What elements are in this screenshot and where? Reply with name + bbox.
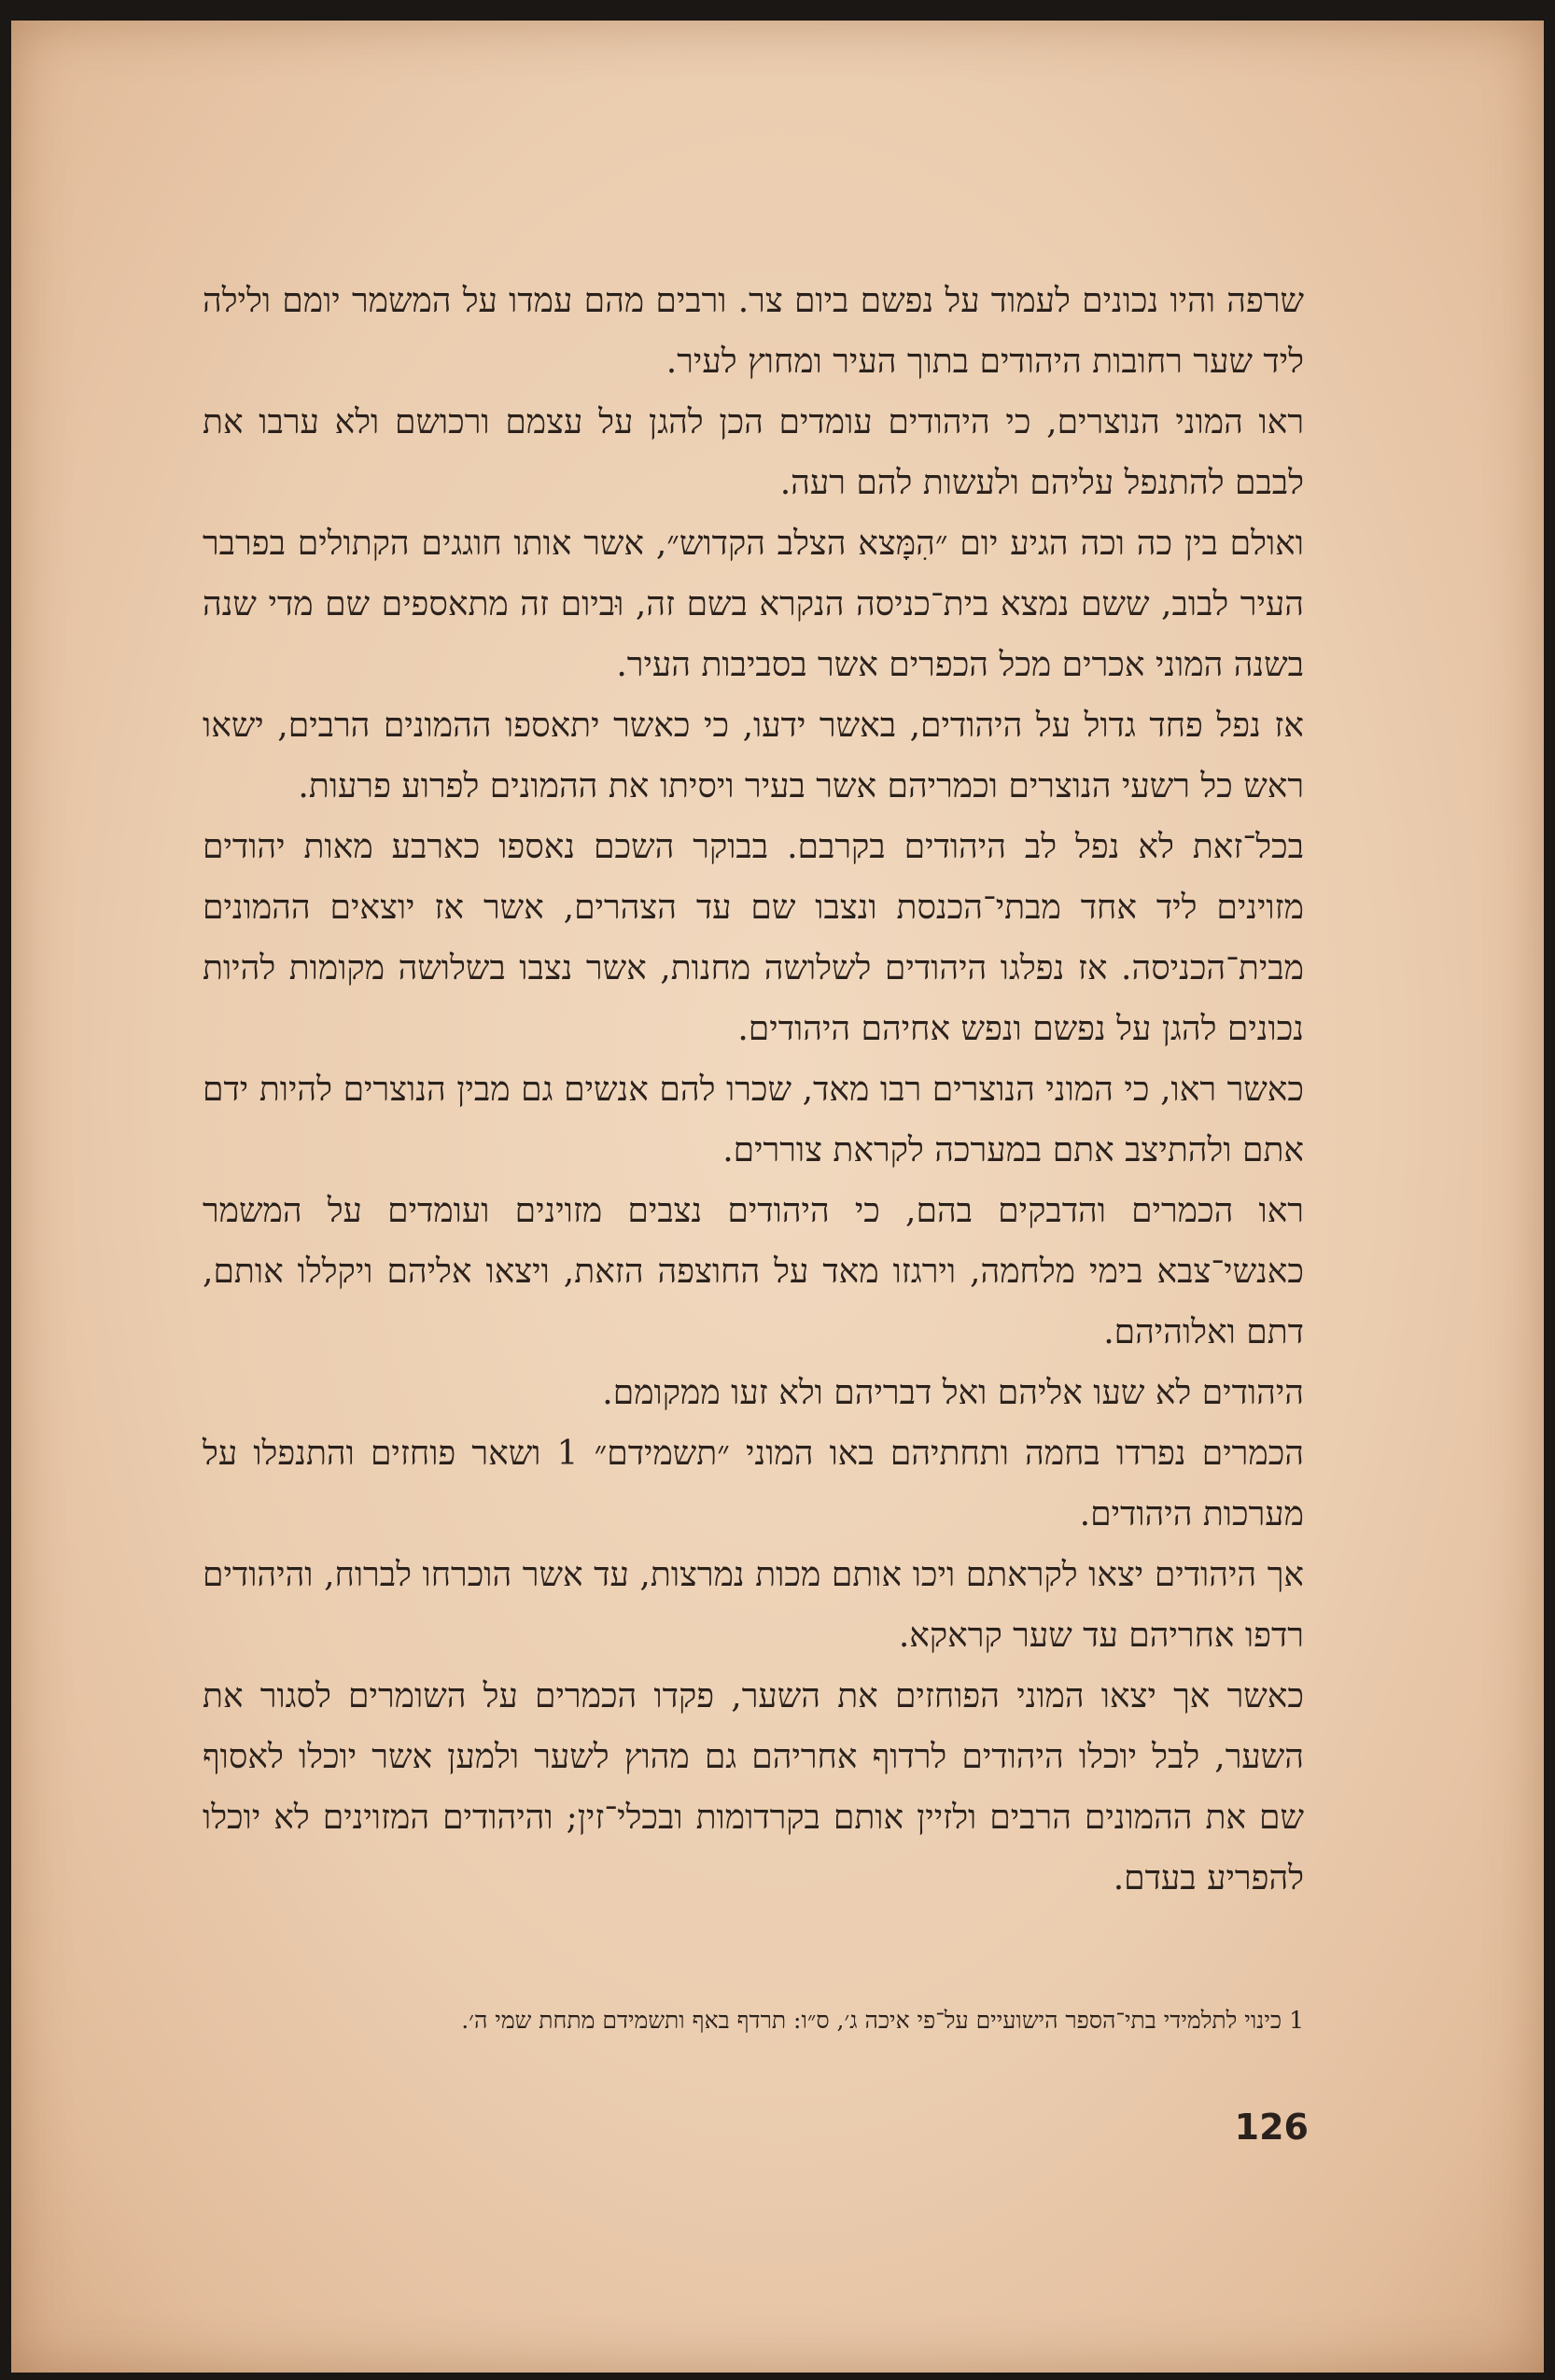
paragraph-9: הכמרים נפרדו בחמה ותחתיהם באו המוני ״תשמידם״ 1 ושאר פוחזים והתנפלו על מערכות היהודים. [203,1435,1304,1533]
book-page [11,21,1544,2373]
body-text [203,271,1304,1909]
paragraph-3: ואולם בין כה וכה הגיע יום ״הִמָּצא הצלב הקדוש״, אשר אותו חוגגים הקתולים בפרבר העיר לבוב, ששם נמצא בית־כניסה הנקרא בשם זה, וּביום זה מתאספים שם מדי שנה בשנה המוני אכרים מכל הכפרים אשר בסביבות העיר. [203,525,1304,684]
footnote: 1 כינוי לתלמידי בתי־הספר הישועיים על־פי איכה ג׳, ס״ו: תרדף באף ותשמידם מתחת שמי ה׳. [461,2007,1304,2034]
paragraph-6: כאשר ראו, כי המוני הנוצרים רבו מאד, שכרו להם אנשים גם מבין הנוצרים להיות ידם אתם ולהתיצב אתם במערכה לקראת צוררים. [203,1071,1304,1169]
paragraph-2: ראו המוני הנוצרים, כי היהודים עומדים הכן להגן על עצמם ורכושם ולא ערבו את לבבם להתנפל עליהם ולעשות להם רעה. [203,403,1304,502]
paragraph-7: ראו הכמרים והדבקים בהם, כי היהודים נצבים מזוינים ועומדים על המשמר כאנשי־צבא בימי מלחמה, וירגזו מאד על החוצפה הזאת, ויצאו אליהם ויקללו אותם, דתם ואלוהיהם. [203,1192,1304,1351]
paragraph-11: כאשר אך יצאו המוני הפוחזים את השער, פקדו הכמרים על השומרים לסגור את השער, לבל יוכלו היהודים לרדוף אחריהם גם מהוץ לשער ולמען אשר יוכלו לאסוף שם את ההמונים הרבים ולזיין אותם בקרדומות ובכלי־זין; והיהודים המזוינים לא יוכלו להפריע בעדם. [203,1677,1304,1897]
paragraph-4: אז נפל פחד גדול על היהודים, באשר ידעו, כי כאשר יתאספו ההמונים הרבים, ישאו ראש כל רשעי הנוצרים וכמריהם אשר בעיר ויסיתו את ההמונים לפרוע פרעות. [203,707,1304,805]
paragraph-5: בכל־זאת לא נפל לב היהודים בקרבם. בבוקר השכם נאספו כארבע מאות יהודים מזוינים ליד אחד מבתי־הכנסת ונצבו שם עד הצהרים, אשר אז יוצאים ההמונים מבית־הכניסה. אז נפלגו היהודים לשלושה מחנות, אשר נצבו בשלושה מקומות להיות נכונים להגן על נפשם ונפש אחיהם היהודים. [203,828,1304,1048]
paragraph-10: אך היהודים יצאו לקראתם ויכו אותם מכות נמרצות, עד אשר הוכרחו לברוח, והיהודים רדפו אחריהם עד שער קראקא. [203,1556,1304,1655]
page-number: 126 [1234,2107,1309,2148]
paragraph-8: היהודים לא שעו אליהם ואל דבריהם ולא זעו ממקומם. [602,1374,1304,1412]
paragraph-1: שרפה והיו נכונים לעמוד על נפשם ביום צר. ורבים מהם עמדו על המשמר יומם ולילה ליד שער רחובות היהודים בתוך העיר ומחוץ לעיר. [203,282,1304,381]
